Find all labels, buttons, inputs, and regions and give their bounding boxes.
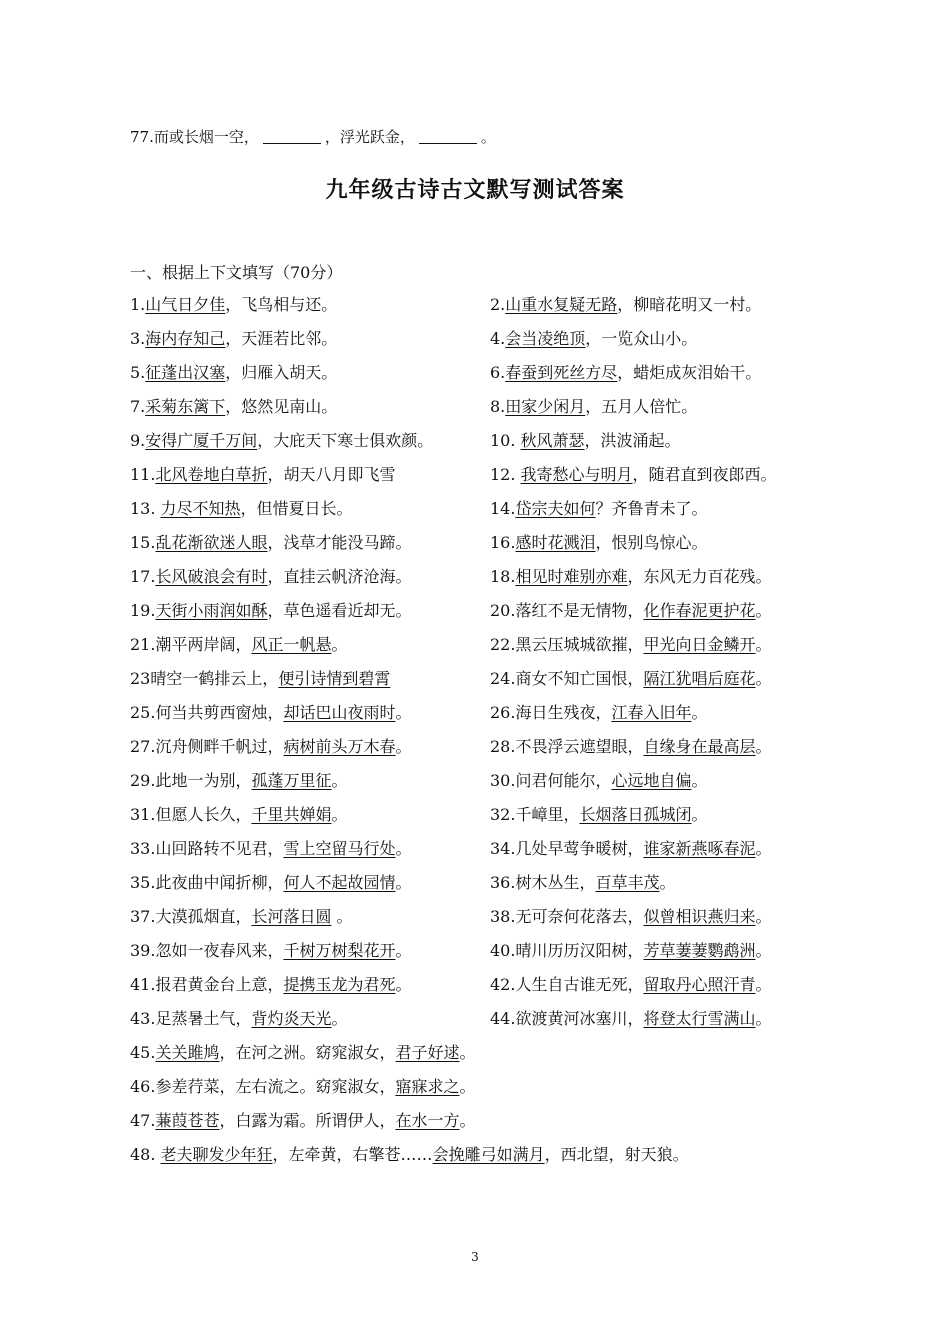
question-77-prefix: 77.而或长烟一空， (130, 128, 259, 146)
answer-row (130, 497, 830, 531)
prompt-text: ，胡天八月即飞雪 (267, 465, 396, 484)
prompt-text: 31.但愿人长久， (130, 805, 252, 824)
prompt-text: 。 (755, 839, 772, 858)
prompt-text: 13. (130, 499, 161, 518)
answer-row (130, 633, 830, 667)
answer-item (130, 1109, 476, 1133)
answer-row (130, 701, 830, 735)
answer-row (130, 735, 830, 769)
prompt-text: 。 (755, 941, 772, 960)
answer-row (130, 327, 830, 361)
prompt-text: ，但惜夏日长。 (240, 499, 353, 518)
prompt-text: 37.大漠孤烟直， (130, 907, 252, 926)
answer-item (490, 599, 771, 623)
prompt-text: ，草色遥看近却无。 (267, 601, 412, 620)
answer-item (130, 701, 411, 725)
answer-item (490, 395, 697, 419)
answer-text: 病树前头万木春 (283, 737, 396, 756)
prompt-text: ，蜡炬成灰泪始干。 (617, 363, 762, 382)
prompt-text: 。 (755, 1009, 772, 1028)
prompt-text: 6. (490, 363, 506, 382)
prompt-text: 4. (490, 329, 506, 348)
prompt-text: 。 (395, 703, 412, 722)
answer-item (490, 463, 777, 487)
answer-item (130, 497, 353, 521)
answer-item (130, 735, 411, 759)
answer-text: 乱花渐欲迷人眼 (155, 533, 268, 552)
answer-row (130, 1007, 830, 1041)
prompt-text: 7. (130, 397, 146, 416)
section-heading: 一、根据上下文填写（70分） (130, 263, 343, 282)
prompt-text: 。 (755, 601, 772, 620)
answer-text: 风正一帆悬 (251, 635, 332, 654)
answer-text: 感时花溅泪 (515, 533, 596, 552)
answer-item (490, 667, 771, 691)
answer-item (490, 871, 675, 895)
prompt-text: ，西北望，射天狼。 (544, 1145, 689, 1164)
answer-row (130, 599, 830, 633)
prompt-text: 26.海日生残夜， (490, 703, 612, 722)
answer-item (130, 769, 347, 793)
prompt-text: 。 (755, 669, 772, 688)
prompt-text: 34.几处早莺争暖树， (490, 839, 644, 858)
prompt-text: 25.何当共剪西窗烛， (130, 703, 284, 722)
prompt-text: 。 (395, 975, 412, 994)
answer-row (130, 1041, 830, 1075)
prompt-text: 36.树木丛生， (490, 873, 596, 892)
prompt-text: ，恨别鸟惊心。 (595, 533, 708, 552)
prompt-text: 。 (459, 1111, 476, 1130)
answer-text: 何人不起故园情 (283, 873, 396, 892)
answer-item (130, 973, 411, 997)
prompt-text: 30.问君何能尔， (490, 771, 612, 790)
prompt-text: ，悠然见南山。 (225, 397, 338, 416)
question-77-middle: ，浮光跃金， (324, 128, 415, 146)
prompt-text: 47. (130, 1111, 156, 1130)
answer-text: 山气日夕佳 (145, 295, 226, 314)
answer-text: 春蚕到死丝方尽 (505, 363, 618, 382)
prompt-text: 9. (130, 431, 146, 450)
prompt-text: 33.山回路转不见君， (130, 839, 284, 858)
prompt-text: 42.人生自古谁无死， (490, 975, 644, 994)
answer-item (490, 973, 771, 997)
answer-item (490, 565, 771, 589)
answer-text: 会当凌绝顶 (505, 329, 586, 348)
answer-text: 关关雎鸠 (155, 1043, 220, 1062)
prompt-text: 。 (331, 907, 353, 926)
prompt-text: ，天涯若比邻。 (225, 329, 338, 348)
prompt-text: 5. (130, 363, 146, 382)
answer-text: 甲光向日金鳞开 (643, 635, 756, 654)
answer-item (130, 327, 337, 351)
prompt-text: 23晴空一鹤排云上， (130, 669, 279, 688)
answer-text: 孤蓬万里征 (251, 771, 332, 790)
prompt-text: 。 (395, 839, 412, 858)
answer-row (130, 871, 830, 905)
answer-row (130, 1075, 830, 1109)
prompt-text: ，白露为霜。所谓伊人， (219, 1111, 396, 1130)
answer-text: 田家少闲月 (505, 397, 586, 416)
prompt-text: 1. (130, 295, 146, 314)
answer-row (130, 361, 830, 395)
answer-item (130, 429, 433, 453)
answer-text: 心远地自偏 (611, 771, 692, 790)
prompt-text: 。 (331, 1009, 348, 1028)
answer-text: 谁家新燕啄春泥 (643, 839, 756, 858)
prompt-text: ，大庇天下寒士俱欢颜。 (257, 431, 434, 450)
answer-text: 隔江犹唱后庭花 (643, 669, 756, 688)
prompt-text: ，随君直到夜郎西。 (632, 465, 777, 484)
answer-row (130, 905, 830, 939)
answer-row (130, 837, 830, 871)
answer-item (490, 429, 681, 453)
prompt-text: 。 (395, 873, 412, 892)
answer-text: 将登太行雪满山 (643, 1009, 756, 1028)
prompt-text: 。 (331, 771, 348, 790)
question-77 (130, 126, 496, 147)
prompt-text: 17. (130, 567, 156, 586)
answer-text: 留取丹心照汗青 (643, 975, 756, 994)
answer-item (490, 803, 707, 827)
prompt-text: 。 (331, 635, 348, 654)
answer-item (490, 905, 771, 929)
answer-row (130, 1109, 830, 1143)
prompt-text: 。 (691, 805, 708, 824)
prompt-text: 。 (395, 737, 412, 756)
answer-text: 秋风萧瑟 (520, 431, 585, 450)
answer-text: 老夫聊发少年狂 (160, 1145, 273, 1164)
answer-text: 千树万树梨花开 (283, 941, 396, 960)
prompt-text: ，一览众山小。 (585, 329, 698, 348)
prompt-text: 15. (130, 533, 156, 552)
prompt-text: 38.无可奈何花落去， (490, 907, 644, 926)
prompt-text: 。 (459, 1077, 476, 1096)
question-77-suffix: 。 (480, 128, 496, 146)
answer-text: 提携玉龙为君死 (283, 975, 396, 994)
answer-item (490, 327, 697, 351)
answer-item (130, 599, 411, 623)
answer-item (490, 633, 771, 657)
prompt-text: 。 (331, 805, 348, 824)
answer-text: 蒹葭苍苍 (155, 1111, 220, 1130)
answer-text: 似曾相识燕归来 (643, 907, 756, 926)
prompt-text: 。 (755, 635, 772, 654)
answer-item (130, 1041, 476, 1065)
prompt-text: 29.此地一为别， (130, 771, 252, 790)
prompt-text: 10. (490, 431, 521, 450)
answer-item (130, 463, 395, 487)
answer-row (130, 803, 830, 837)
page-title: 九年级古诗古文默写测试答案 (325, 178, 625, 203)
prompt-text: ，浅草才能没马蹄。 (267, 533, 412, 552)
answer-text: 征蓬出汉塞 (145, 363, 226, 382)
answer-row (130, 1143, 830, 1177)
answer-row (130, 973, 830, 1007)
prompt-text: 44.欲渡黄河冰塞川， (490, 1009, 644, 1028)
answer-item (490, 531, 707, 555)
answer-item (130, 871, 411, 895)
prompt-text: 。 (659, 873, 676, 892)
prompt-text: 2. (490, 295, 506, 314)
prompt-text: 12. (490, 465, 521, 484)
answer-text: 化作春泥更护花 (643, 601, 756, 620)
answer-row (130, 531, 830, 565)
answer-item (130, 837, 411, 861)
prompt-text: ？齐鲁青未了。 (595, 499, 708, 518)
answer-text: 在水一方 (395, 1111, 460, 1130)
answer-row (130, 667, 830, 701)
prompt-text: 27.沉舟侧畔千帆过， (130, 737, 284, 756)
prompt-text: 35.此夜曲中闻折柳， (130, 873, 284, 892)
answer-item (490, 939, 771, 963)
answer-item (490, 701, 707, 725)
answer-text: 千里共婵娟 (251, 805, 332, 824)
answer-text: 自缘身在最高层 (643, 737, 756, 756)
answer-item (130, 905, 353, 929)
prompt-text: 。 (691, 703, 708, 722)
prompt-text: 48. (130, 1145, 161, 1164)
prompt-text: ，柳暗花明又一村。 (617, 295, 762, 314)
answer-row (130, 293, 830, 327)
prompt-text: ，左牵黄，右擎苍…… (272, 1145, 433, 1164)
answer-text: 相见时难别亦难 (515, 567, 628, 586)
answer-text: 便引诗情到碧霄 (278, 669, 391, 688)
answer-text: 会挽雕弓如满月 (432, 1145, 545, 1164)
prompt-text: 16. (490, 533, 516, 552)
answer-row (130, 463, 830, 497)
answer-item (130, 361, 337, 385)
answer-item (130, 1143, 689, 1167)
prompt-text: 。 (691, 771, 708, 790)
answer-item (130, 667, 390, 691)
prompt-text: 。 (755, 907, 772, 926)
prompt-text: ，归雁入胡天。 (225, 363, 338, 382)
answer-text: 雪上空留马行处 (283, 839, 396, 858)
answer-text: 君子好逑 (395, 1043, 460, 1062)
prompt-text: 40.晴川历历汉阳树， (490, 941, 644, 960)
answer-text: 天街小雨润如酥 (155, 601, 268, 620)
prompt-text: 20.落红不是无情物， (490, 601, 644, 620)
answer-text: 我寄愁心与明月 (520, 465, 633, 484)
prompt-text: 28.不畏浮云遮望眼， (490, 737, 644, 756)
page-number: 3 (471, 1250, 479, 1264)
prompt-text: 21.潮平两岸阔， (130, 635, 252, 654)
answer-text: 长烟落日孤城闭 (579, 805, 692, 824)
prompt-text: 14. (490, 499, 516, 518)
prompt-text: ，在河之洲。窈窕淑女， (219, 1043, 396, 1062)
prompt-text: 19. (130, 601, 156, 620)
prompt-text: 8. (490, 397, 506, 416)
answer-blank[interactable] (419, 129, 477, 144)
prompt-text: 。 (755, 737, 772, 756)
prompt-text: 32.千嶂里， (490, 805, 580, 824)
answer-item (130, 633, 347, 657)
answer-row (130, 395, 830, 429)
answer-row (130, 565, 830, 599)
prompt-text: 11. (130, 465, 156, 484)
answer-text: 却话巴山夜雨时 (283, 703, 396, 722)
answer-text: 岱宗夫如何 (515, 499, 596, 518)
prompt-text: 39.忽如一夜春风来， (130, 941, 284, 960)
answer-text: 海内存知己 (145, 329, 226, 348)
answer-item (490, 769, 707, 793)
answer-text: 长河落日圆 (251, 907, 332, 926)
answer-text: 芳草萋萋鹦鹉洲 (643, 941, 756, 960)
prompt-text: 。 (459, 1043, 476, 1062)
answer-text: 山重水复疑无路 (505, 295, 618, 314)
prompt-text: ，直挂云帆济沧海。 (267, 567, 412, 586)
answer-text: 百草丰茂 (595, 873, 660, 892)
answer-item (490, 1007, 771, 1031)
answer-text: 北风卷地白草折 (155, 465, 268, 484)
prompt-text: ，东风无力百花残。 (627, 567, 772, 586)
answer-item (130, 939, 411, 963)
prompt-text: 46.参差荇菜，左右流之。窈窕淑女， (130, 1077, 396, 1096)
answer-row (130, 429, 830, 463)
prompt-text: 41.报君黄金台上意， (130, 975, 284, 994)
answer-item (130, 803, 347, 827)
answer-item (130, 531, 411, 555)
prompt-text: 。 (395, 941, 412, 960)
answer-item (490, 735, 771, 759)
answer-item (130, 1007, 347, 1031)
answer-item (130, 293, 337, 317)
prompt-text: ，五月人倍忙。 (585, 397, 698, 416)
prompt-text: ，洪波涌起。 (584, 431, 681, 450)
answer-text: 采菊东篱下 (145, 397, 226, 416)
answer-item (130, 1075, 475, 1099)
answer-row (130, 939, 830, 973)
prompt-text: 22.黑云压城城欲摧， (490, 635, 644, 654)
prompt-text: 43.足蒸暑土气， (130, 1009, 252, 1028)
answer-item (490, 497, 707, 521)
answer-text: 寤寐求之 (395, 1077, 460, 1096)
answer-list (130, 293, 830, 1177)
prompt-text: ，飞鸟相与还。 (225, 295, 338, 314)
answer-item (130, 565, 411, 589)
prompt-text: 24.商女不知亡国恨， (490, 669, 644, 688)
answer-text: 背灼炎天光 (251, 1009, 332, 1028)
answer-item (490, 361, 761, 385)
answer-text: 安得广厦千万间 (145, 431, 258, 450)
answer-blank[interactable] (263, 129, 321, 144)
prompt-text: 45. (130, 1043, 156, 1062)
answer-text: 江春入旧年 (611, 703, 692, 722)
prompt-text: 18. (490, 567, 516, 586)
answer-item (490, 837, 771, 861)
answer-text: 长风破浪会有时 (155, 567, 268, 586)
prompt-text: 3. (130, 329, 146, 348)
answer-item (130, 395, 337, 419)
prompt-text: 。 (755, 975, 772, 994)
answer-item (490, 293, 761, 317)
answer-row (130, 769, 830, 803)
answer-text: 力尽不知热 (160, 499, 241, 518)
